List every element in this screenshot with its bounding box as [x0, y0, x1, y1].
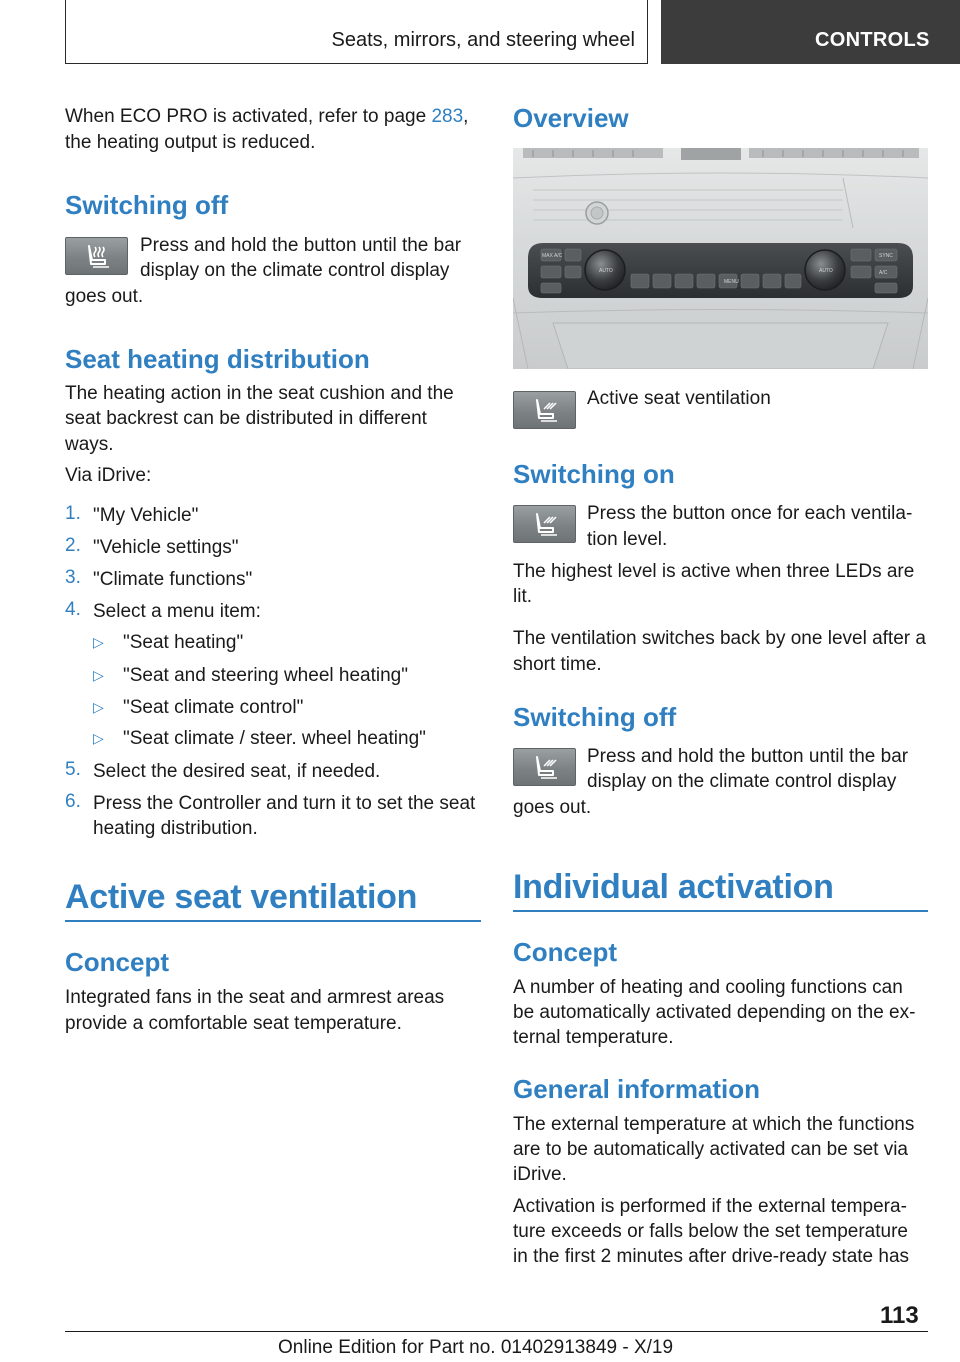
seat-ventilation-icon — [531, 397, 561, 425]
menu-item: "Seat and steering wheel heating" — [123, 665, 408, 686]
concept-text-1: Integrated fans in the seat and armrest areas — [65, 987, 445, 1008]
distribution-text-3: ways. — [65, 434, 114, 455]
seat-ventilation-icon — [531, 511, 561, 539]
photo-button-label: SYNC — [879, 253, 893, 259]
climate-control-photo — [513, 148, 928, 369]
switching-off-text-2: display on the climate control display — [140, 260, 450, 281]
step-number: 5. — [65, 759, 81, 780]
photo-button-label: A/C — [879, 270, 888, 276]
via-idrive: Via iDrive: — [65, 465, 152, 486]
step-text: "Vehicle settings" — [93, 537, 239, 558]
step-text: Press the Controller and turn it to set the seat — [93, 793, 476, 814]
photo-button-label: MENU — [724, 279, 739, 285]
heading-rule — [65, 920, 481, 922]
switching-off-heading: Switching off — [513, 702, 677, 732]
step-text: heating distribution. — [93, 818, 258, 839]
seat-ventilation-icon — [531, 754, 561, 782]
general-information-heading: General information — [513, 1074, 761, 1104]
switch-back-text-1: The ventilation switches back by one level after a — [513, 628, 926, 649]
triangle-bullet-icon: ▷ — [93, 634, 104, 650]
heading-rule — [513, 910, 928, 912]
switching-off-heading: Switching off — [65, 190, 229, 220]
step-text: Select a menu item: — [93, 601, 261, 622]
photo-button-label: MAX A/C — [542, 253, 563, 259]
step-number: 2. — [65, 535, 81, 556]
icon-caption: Active seat ventilation — [587, 388, 771, 409]
concept-text-2: provide a comfortable seat temperature. — [65, 1013, 402, 1034]
header-section-box — [65, 0, 648, 64]
climate-panel-illustration — [513, 148, 928, 369]
concept-text-2: be automatically activated depending on the ex- — [513, 1002, 916, 1023]
activation-text-1: Activation is performed if the external tempera- — [513, 1196, 907, 1217]
individual-activation-heading: Individual activation — [513, 868, 834, 906]
photo-button-label: AUTO — [599, 268, 613, 274]
menu-item: "Seat climate / steer. wheel heating" — [123, 728, 426, 749]
header-chapter-tab — [661, 0, 960, 64]
seat-ventilation-button-icon — [513, 391, 576, 429]
step-number: 1. — [65, 503, 81, 524]
switching-on-text-2: tion level. — [587, 529, 668, 550]
activation-text-3: in the first 2 minutes after drive-ready state has — [513, 1246, 910, 1267]
triangle-bullet-icon: ▷ — [93, 730, 104, 746]
switch-back-text-2: short time. — [513, 654, 602, 675]
switching-off-text-3: goes out. — [65, 286, 144, 307]
ventilation-heading: Active seat ventilation — [65, 878, 418, 916]
photo-button-label: AUTO — [819, 268, 833, 274]
switching-off-text-3: goes out. — [513, 797, 592, 818]
step-number: 6. — [65, 791, 81, 812]
concept-text-3: ternal temperature. — [513, 1027, 674, 1048]
concept-heading: Concept — [513, 937, 617, 967]
triangle-bullet-icon: ▷ — [93, 699, 104, 715]
general-text-2: are to be automatically activated can be set via — [513, 1139, 909, 1160]
distribution-text-2: seat backrest can be distributed in different — [65, 408, 427, 429]
distribution-heading: Seat heating distribution — [65, 344, 370, 374]
step-number: 3. — [65, 567, 81, 588]
step-text: "Climate functions" — [93, 569, 253, 590]
header-chapter-label: CONTROLS — [815, 29, 930, 51]
menu-item: "Seat heating" — [123, 632, 244, 653]
general-text-3: iDrive. — [513, 1164, 567, 1185]
seat-heating-icon — [83, 243, 113, 271]
distribution-text-1: The heating action in the seat cushion and the — [65, 383, 454, 404]
concept-text-1: A number of heating and cooling functions can — [513, 977, 903, 998]
activation-text-2: ture exceeds or falls below the set temperature — [513, 1221, 908, 1242]
switching-off-text-1: Press and hold the button until the bar — [587, 746, 909, 767]
highest-level-text-1: The highest level is active when three LEDs are — [513, 561, 915, 582]
header-section-title: Seats, mirrors, and steering wheel — [331, 29, 635, 51]
switching-off-text-2: display on the climate control display — [587, 771, 897, 792]
eco-pro-line-2: the heating output is reduced. — [65, 132, 316, 153]
seat-ventilation-button-icon — [513, 505, 576, 543]
footer-rule — [65, 1331, 928, 1332]
seat-heating-button-icon — [65, 237, 128, 275]
page-link[interactable]: 283 — [431, 106, 464, 127]
page-number: 113 — [880, 1302, 919, 1329]
switching-off-text-1: Press and hold the button until the bar — [140, 235, 462, 256]
step-text: Select the desired seat, if needed. — [93, 761, 381, 782]
eco-pro-line-1: When ECO PRO is activated, refer to page 283, — [65, 106, 469, 127]
switching-on-text-1: Press the button once for each ventila- — [587, 503, 913, 524]
highest-level-text-2: lit. — [513, 586, 532, 607]
switching-on-heading: Switching on — [513, 459, 675, 489]
menu-item: "Seat climate control" — [123, 697, 304, 718]
general-text-1: The external temperature at which the functions — [513, 1114, 915, 1135]
step-number: 4. — [65, 599, 81, 620]
triangle-bullet-icon: ▷ — [93, 667, 104, 683]
overview-heading: Overview — [513, 103, 629, 133]
footer-edition: Online Edition for Part no. 01402913849 - X/19 — [278, 1337, 674, 1358]
step-text: "My Vehicle" — [93, 505, 199, 526]
seat-ventilation-button-icon — [513, 748, 576, 786]
concept-heading: Concept — [65, 947, 169, 977]
